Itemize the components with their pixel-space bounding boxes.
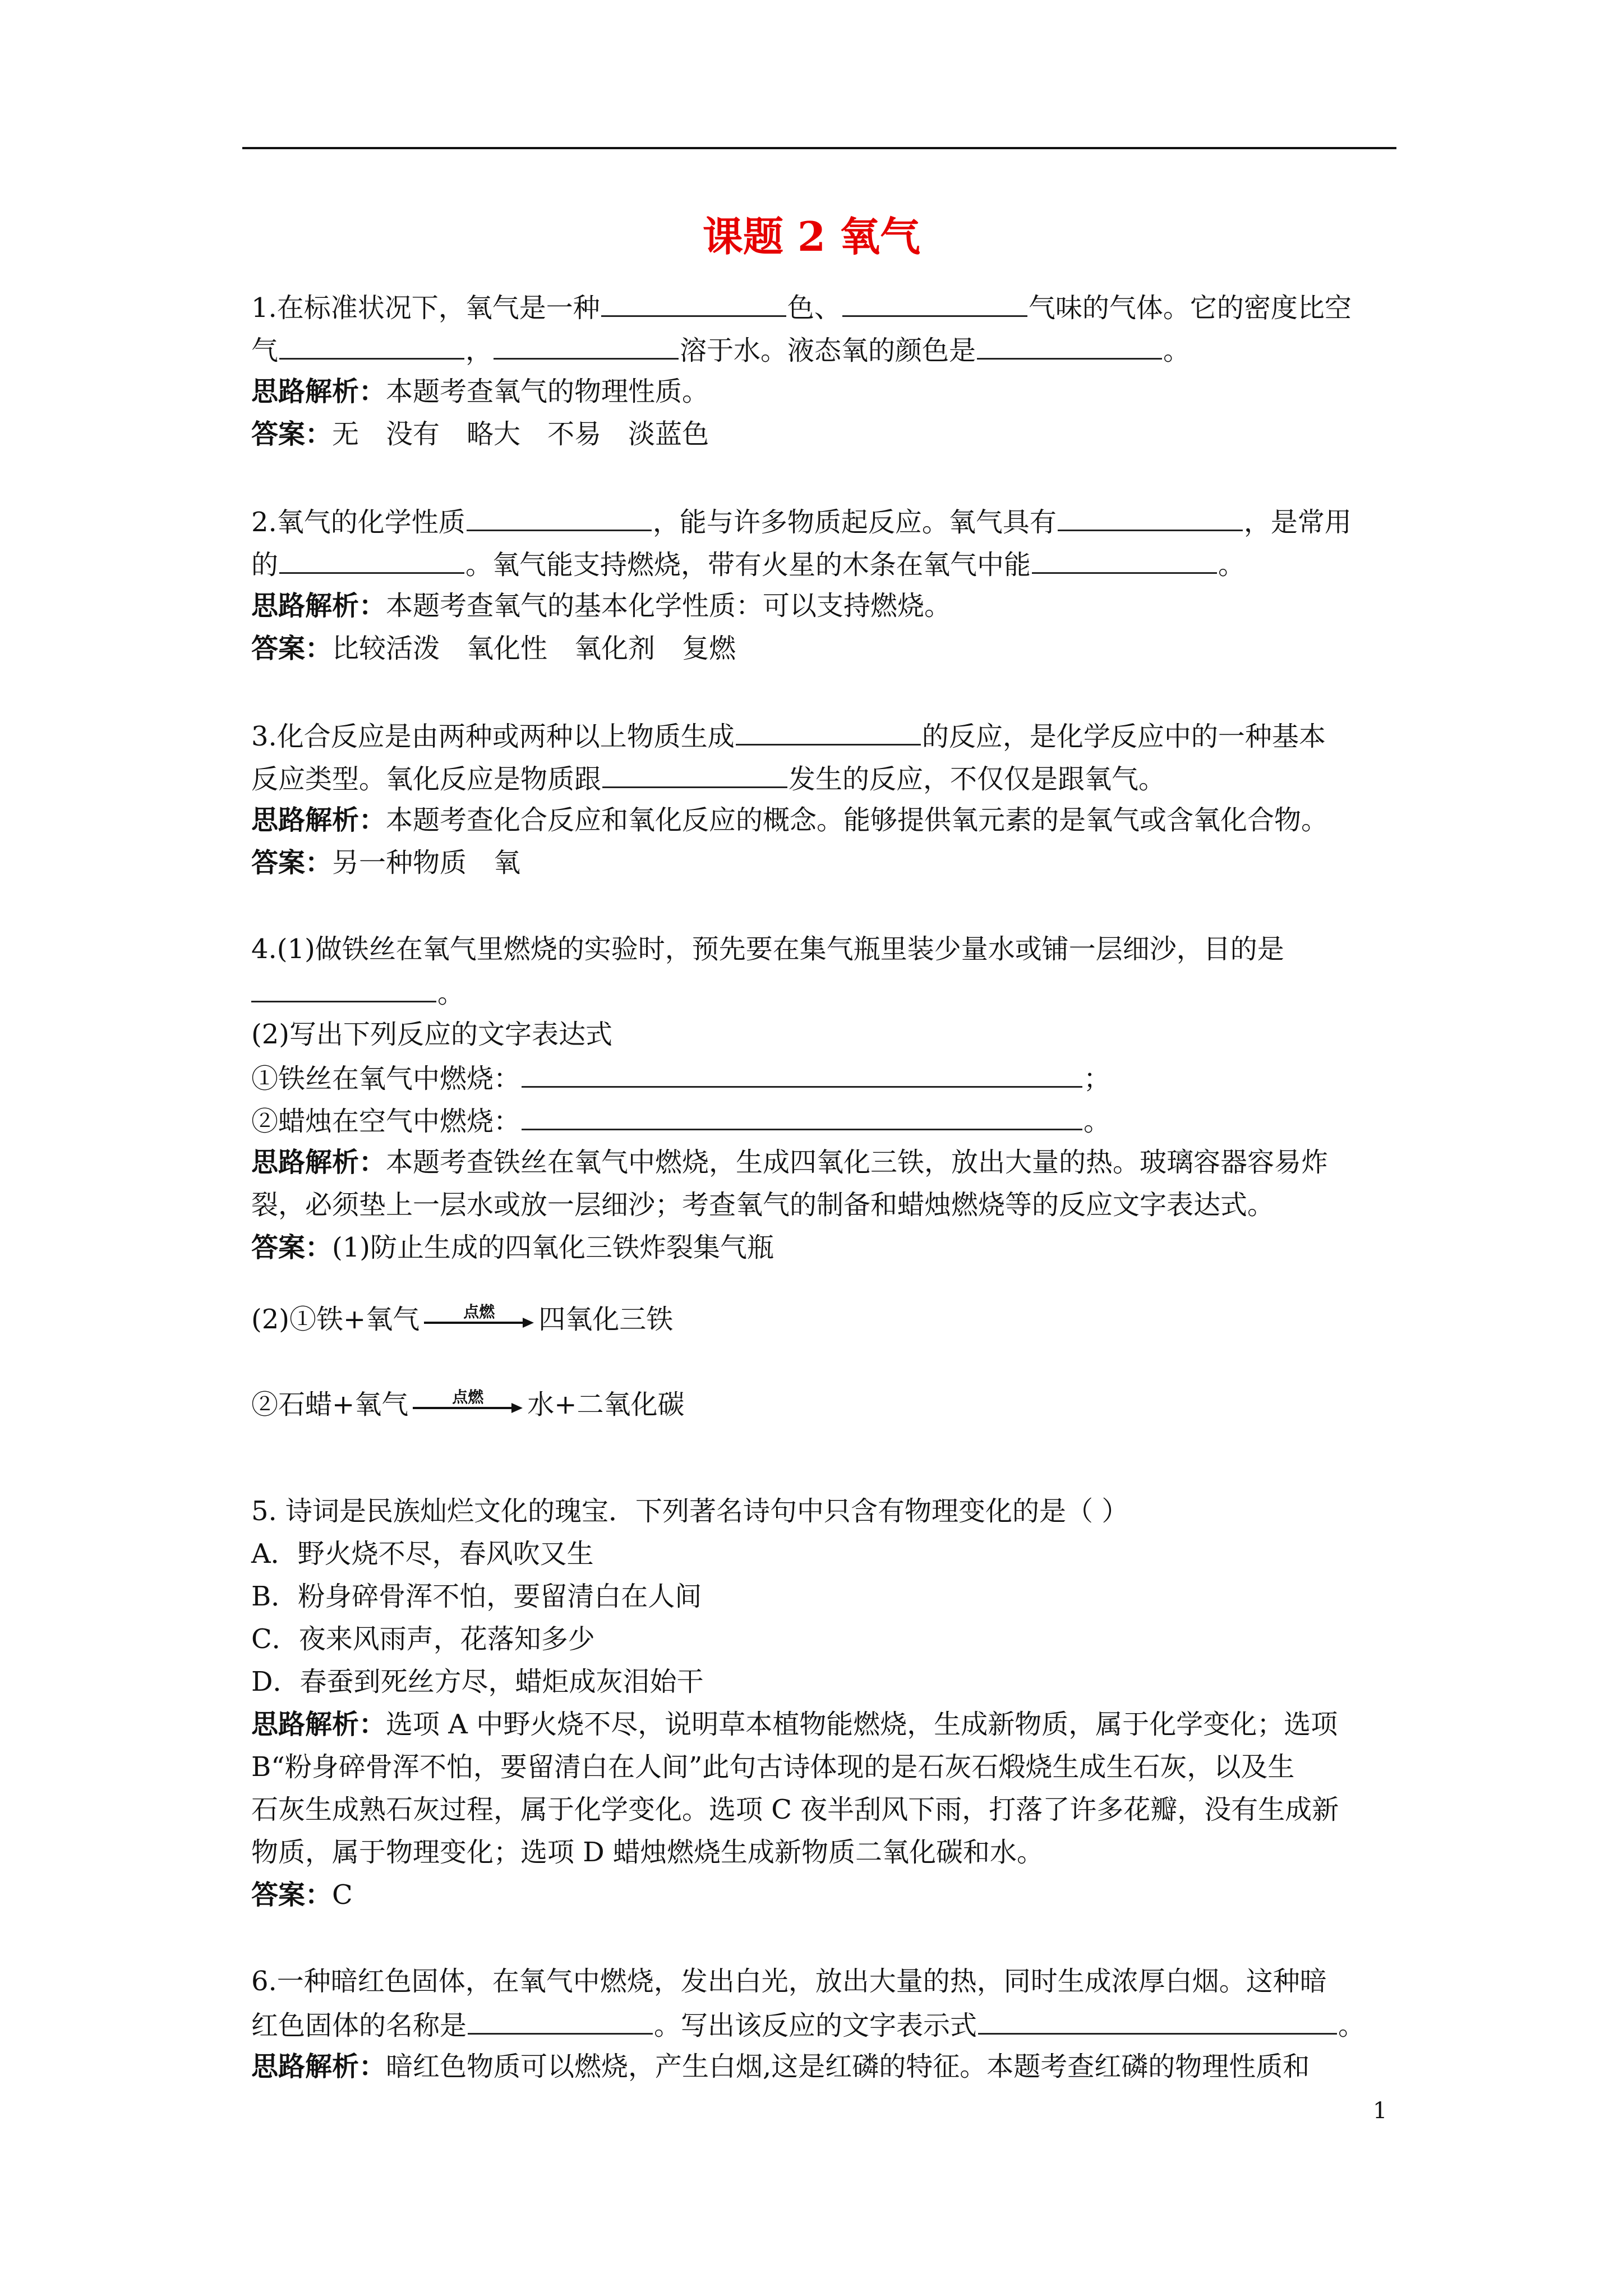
q4-analysis-1: 思路解析：本题考查铁丝在氧气中燃烧，生成四氧化三铁，放出大量的热。玻璃容器容易炸 (251, 1147, 1329, 1178)
q3-analysis: 思路解析：本题考查化合反应和氧化反应的概念。能够提供氧元素的是氧气或含氧化合物。 (251, 804, 1329, 836)
q5-option-d: D．春蚕到死丝方尽，蜡炬成灰泪始干 (251, 1666, 704, 1697)
q5-stem: 5. 诗词是民族灿烂文化的瑰宝．下列著名诗句中只含有物理变化的是（ ） (251, 1496, 1129, 1527)
q5-answer: 答案：C (251, 1879, 353, 1911)
page-title: 课题 2 氧气 (702, 213, 921, 260)
q1-line-1: 1.在标准状况下，氧气是一种 色、 气味的气体。它的密度比空 (251, 285, 1352, 329)
q4-line-2: 。 (251, 970, 464, 1015)
q3-line-1: 3.化合反应是由两种或两种以上物质生成 的反应，是化学反应中的一种基本 (251, 714, 1326, 758)
q1-analysis: 思路解析：本题考查氧气的物理性质。 (251, 376, 709, 407)
q3-line-2: 反应类型。氧化反应是物质跟 发生的反应，不仅仅是跟氧气。 (251, 756, 1165, 800)
header-rule (242, 147, 1396, 149)
q5-option-c: C．夜来风雨声，花落知多少 (251, 1623, 595, 1655)
reaction-arrow: 点燃 (423, 1310, 535, 1333)
q4-answer-1: 答案：(1)防止生成的四氧化三铁炸裂集气瓶 (251, 1232, 774, 1263)
q4-analysis-2: 裂，必须垫上一层水或放一层细沙；考查氧气的制备和蜡烛燃烧等的反应文字表达式。 (251, 1189, 1275, 1221)
q4-equation-2: ②石蜡+氧气 点燃 水+二氧化碳 (251, 1387, 685, 1420)
q4-equation-1: (2)①铁+氧气 点燃 四氧化三铁 (251, 1302, 674, 1335)
q2-line-1: 2.氧气的化学性质 ，能与许多物质起反应。氧气具有 ，是常用 (251, 499, 1352, 544)
q3-answer: 答案：另一种物质 氧 (251, 847, 521, 878)
q4-line-4: ①铁丝在氧气中燃烧： ； (251, 1056, 1110, 1100)
q6-line-2: 红色固体的名称是 。写出该反应的文字表示式 。 (251, 2003, 1365, 2047)
q5-option-b: B．粉身碎骨浑不怕，要留清白在人间 (251, 1581, 702, 1612)
page-number: 1 (1373, 2098, 1387, 2124)
q6-line-1: 6.一种暗红色固体，在氧气中燃烧，发出白光，放出大量的热，同时生成浓厚白烟。这种暗 (251, 1966, 1327, 1997)
q2-answer: 答案：比较活泼 氧化性 氧化剂 复燃 (251, 633, 736, 664)
q5-option-a: A．野火烧不尽，春风吹又生 (251, 1538, 594, 1570)
q5-analysis-3: 石灰生成熟石灰过程，属于化学变化。选项 C 夜半刮风下雨，打落了许多花瓣，没有生成新 (251, 1794, 1339, 1825)
q2-analysis: 思路解析：本题考查氧气的基本化学性质：可以支持燃烧。 (251, 590, 952, 622)
q4-line-1: 4.(1)做铁丝在氧气里燃烧的实验时，预先要在集气瓶里装少量水或铺一层细沙，目的是 (251, 933, 1284, 965)
q4-line-3: (2)写出下列反应的文字表达式 (251, 1019, 612, 1050)
q5-analysis-4: 物质，属于物理变化；选项 D 蜡烛燃烧生成新物质二氧化碳和水。 (251, 1837, 1044, 1868)
q1-answer: 答案：无 没有 略大 不易 淡蓝色 (251, 418, 709, 450)
q6-analysis: 思路解析：暗红色物质可以燃烧，产生白烟,这是红磷的特征。本题考查红磷的物理性质和 (251, 2051, 1310, 2082)
q1-line-2: 气 ， 溶于水。液态氧的颜色是 。 (251, 328, 1190, 372)
q5-analysis-2: B“粉身碎骨浑不怕，要留清白在人间”此句古诗体现的是石灰石煅烧生成生石灰，以及生 (251, 1751, 1295, 1783)
reaction-arrow: 点燃 (412, 1396, 524, 1418)
q5-analysis-1: 思路解析：选项 A 中野火烧不尽，说明草本植物能燃烧，生成新物质，属于化学变化；选项 (251, 1709, 1338, 1740)
q2-line-2: 的 。氧气能支持燃烧，带有火星的木条在氧气中能 。 (251, 542, 1245, 586)
q4-line-5: ②蜡烛在空气中燃烧： 。 (251, 1098, 1110, 1143)
